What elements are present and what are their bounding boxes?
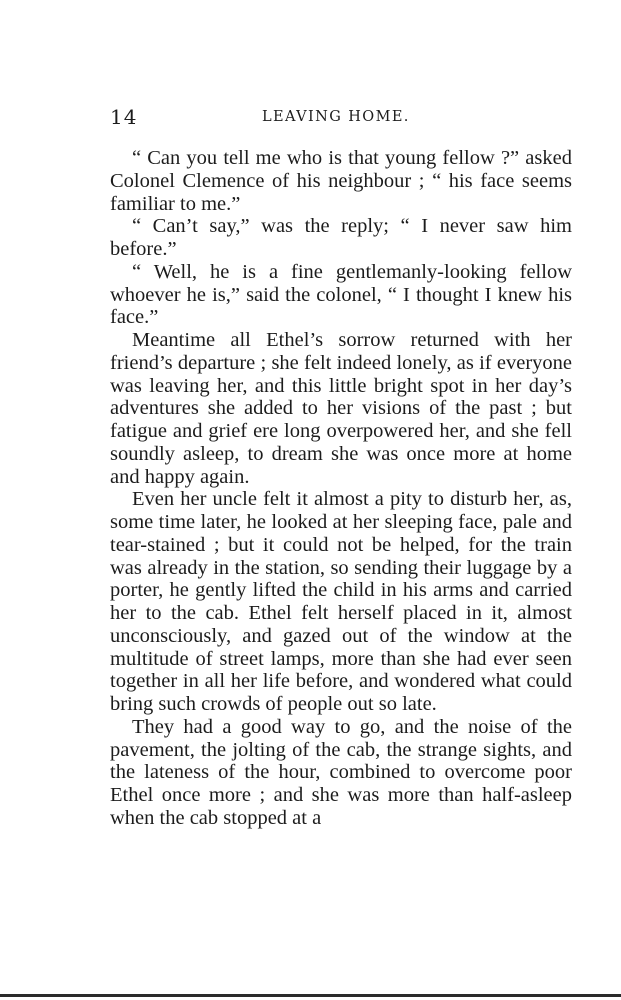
page-number: 14	[110, 105, 138, 129]
paragraph: They had a good way to go, and the noise of the pavement, the jolting of the cab, the strange sights, and the lateness of the hour, combined to overcome poor Ethel once more ; and she was more than half-asleep when the cab stopped at a	[110, 715, 572, 829]
page-bottom-edge	[0, 994, 621, 997]
paragraph: Meantime all Ethel’s sorrow returned with her friend’s departure ; she felt indeed lonely, as if everyone was leaving her, and this little bright spot in her day’s adventures she added to her visions of the past ; but fatigue and grief ere long overpowered her, and she fell soundly asleep, to dream she was once more at home and happy again.	[110, 329, 572, 488]
paragraph: “ Can’t say,” was the reply; “ I never saw him before.”	[110, 215, 572, 260]
body-text	[110, 147, 572, 830]
paragraph: “ Well, he is a fine gentlemanly-looking fellow whoever he is,” said the colonel, “ I thought I knew his face.”	[110, 260, 572, 329]
running-title: LEAVING HOME.	[262, 109, 410, 125]
page-header	[110, 103, 572, 131]
paragraph: “ Can you tell me who is that young fellow ?” asked Colonel Clemence of his neighbour ; “ his face seems familiar to me.”	[110, 147, 572, 215]
paragraph: Even her uncle felt it almost a pity to disturb her, as, some time later, he looked at her sleeping face, pale and tear-stained ; but it could not be helped, for the train was already in the station, so sending their luggage by a porter, he gently lifted the child in his arms and carried her to the cab. Ethel felt herself placed in it, almost unconsciously, and gazed out of the window at the multitude of street lamps, more than she had ever seen together in all her life before, and wondered what could bring such crowds of people out so late.	[110, 488, 572, 715]
